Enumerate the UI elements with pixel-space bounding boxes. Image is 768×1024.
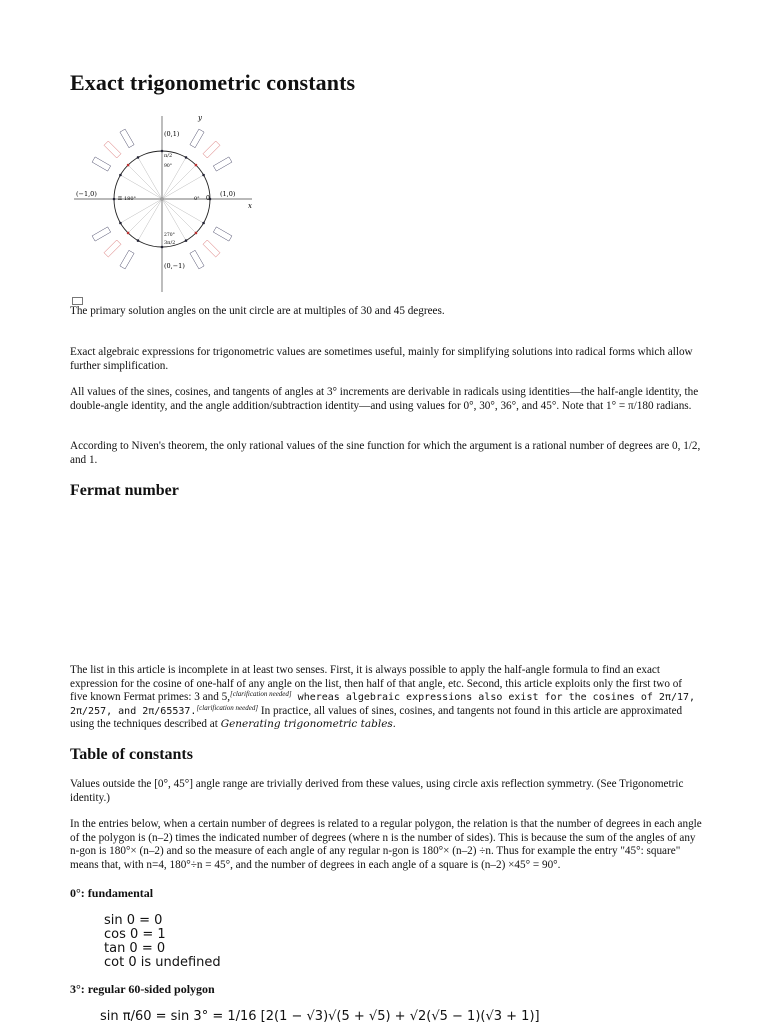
label-270: 270° (164, 233, 175, 238)
point-45 (195, 164, 198, 167)
ray-120 (138, 157, 162, 199)
point-225 (127, 232, 130, 235)
coord-tag-120 (120, 129, 134, 148)
label-0-deg: 0° (194, 196, 200, 202)
point-300 (185, 239, 188, 242)
constants-paragraph-1: Values outside the [0°, 45°] angle range are trivially derived from these values, using circle axis reflection symmetry. (See Trigonometric identity.) (70, 778, 684, 804)
formula-cos-0: cos 0 = 1 (104, 927, 166, 942)
page-title: Exact trigonometric constants (70, 70, 356, 95)
clarification-needed-link-1[interactable]: [clarification needed] (230, 690, 292, 699)
point-150 (119, 174, 122, 177)
coord-tag-45 (203, 141, 220, 158)
label-pi-half: π/2 (164, 153, 173, 159)
point-270 (161, 246, 164, 249)
coord-tag-135 (104, 141, 121, 158)
point-90 (161, 150, 164, 153)
point-180 (113, 198, 116, 201)
coord-tag-240 (120, 250, 134, 269)
constants-paragraph-2: In the entries below, when a certain number of degrees is related to a regular polygon, the relation is that the number of degrees in each angle of the polygon is (n–2) times the indicated number of degrees (where n is the number of sides). This is because the sum of the angles of any n-gon is 180°× (n–2) and so the measure of each angle of any regular n-gon is 180°× (n–2) ÷n. Thus for example the entry "45°: square" means that, with n=4, 180°÷n = 45°, and the number of degrees in each angle of a square is (n–2) ×45° = 90°. (70, 818, 702, 871)
point-330 (202, 222, 205, 225)
label-right: (1,0) (220, 190, 236, 198)
coord-tag-150 (92, 157, 111, 171)
enlarge-icon[interactable] (72, 297, 83, 305)
point-315 (195, 232, 198, 235)
label-pi: π (118, 195, 122, 202)
fermat-text-c: In practice, all values of sines, cosines, and tangents not found in this article are approximated using the techniques described at (70, 704, 683, 731)
ray-225 (128, 199, 162, 233)
coord-tag-225 (104, 240, 121, 257)
formula-cot-0: cot 0 is undefined (104, 955, 221, 970)
label-3pi-half: 3π/2 (164, 240, 176, 246)
coord-tag-30 (213, 157, 232, 171)
heading-3-degrees: 3°: regular 60-sided polygon (70, 982, 215, 996)
point-30 (202, 174, 205, 177)
x-axis-label: x (248, 202, 252, 210)
heading-fermat-number: Fermat number (70, 482, 179, 499)
fermat-text-b: whereas algebraic expressions also exist for the cosines of 2π/17, 2π/257, and 2π/65537. (70, 692, 696, 717)
fermat-text-d: . (392, 718, 396, 731)
label-zero: 0 (206, 195, 210, 202)
intro-paragraph-2: All values of the sines, cosines, and tangents of angles at 3° increments are derivable in radicals using identities—the half-angle identity, the double-angle identity, and the angle addition/subtraction identity—and using values for 0°, 30°, 36°, and 45°. Note that 1° = π/180 radians. (70, 386, 699, 412)
ray-135 (128, 165, 162, 199)
ray-315 (162, 199, 196, 233)
point-120 (137, 156, 140, 159)
ray-210 (120, 199, 162, 223)
label-bottom: (0,−1) (164, 262, 185, 270)
point-135 (127, 164, 130, 167)
coord-tag-210 (92, 227, 111, 241)
formula-sin-3: sin π/60 = sin 3° = 1/16 [2(1 − √3)√(5 + √5) + √2(√5 − 1)(√3 + 1)] (100, 1009, 540, 1024)
coord-tag-315 (203, 240, 220, 257)
label-180: 180° (124, 196, 137, 202)
coord-tag-300 (190, 250, 204, 269)
coord-tag-60 (190, 129, 204, 148)
intro-paragraph-3: According to Niven's theorem, the only rational values of the sine function for which the argument is a rational number of degrees are 0, 1/2, and 1. (70, 440, 701, 466)
label-left: (−1,0) (76, 190, 97, 198)
y-axis-label: y (198, 114, 202, 122)
unit-circle-diagram (70, 112, 255, 298)
point-60 (185, 156, 188, 159)
ray-45 (162, 165, 196, 199)
intro-paragraph-1: Exact algebraic expressions for trigonometric values are sometimes useful, mainly for simplifying solutions into radical forms which allow further simplification. (70, 346, 693, 372)
label-90: 90° (164, 164, 172, 169)
formula-tan-0: tan 0 = 0 (104, 941, 166, 956)
point-210 (119, 222, 122, 225)
formula-sin-0: sin 0 = 0 (104, 913, 163, 928)
point-240 (137, 239, 140, 242)
heading-table-of-constants: Table of constants (70, 746, 193, 763)
fermat-paragraph (70, 664, 702, 732)
label-top: (0,1) (164, 130, 180, 138)
heading-0-degrees: 0°: fundamental (70, 886, 154, 900)
fermat-text-a: The list in this article is incomplete in at least two senses. First, it is always possible to apply the half-angle formula to find an exact expression for the cosine of one-half of any angle on the list, then half of that angle, etc. Second, this article exploits only the first two of five known Fermat primes: 3 and 5, (70, 664, 683, 704)
ray-240 (138, 199, 162, 241)
zero-degree-formulas (104, 914, 221, 970)
figure-caption: The primary solution angles on the unit circle are at multiples of 30 and 45 degrees. (70, 305, 445, 317)
coord-tag-330 (213, 227, 232, 241)
ray-330 (162, 199, 204, 223)
clarification-needed-link-2[interactable]: [clarification needed] (196, 703, 259, 712)
generating-trig-tables-link[interactable]: Generating trigonometric tables (220, 718, 393, 731)
